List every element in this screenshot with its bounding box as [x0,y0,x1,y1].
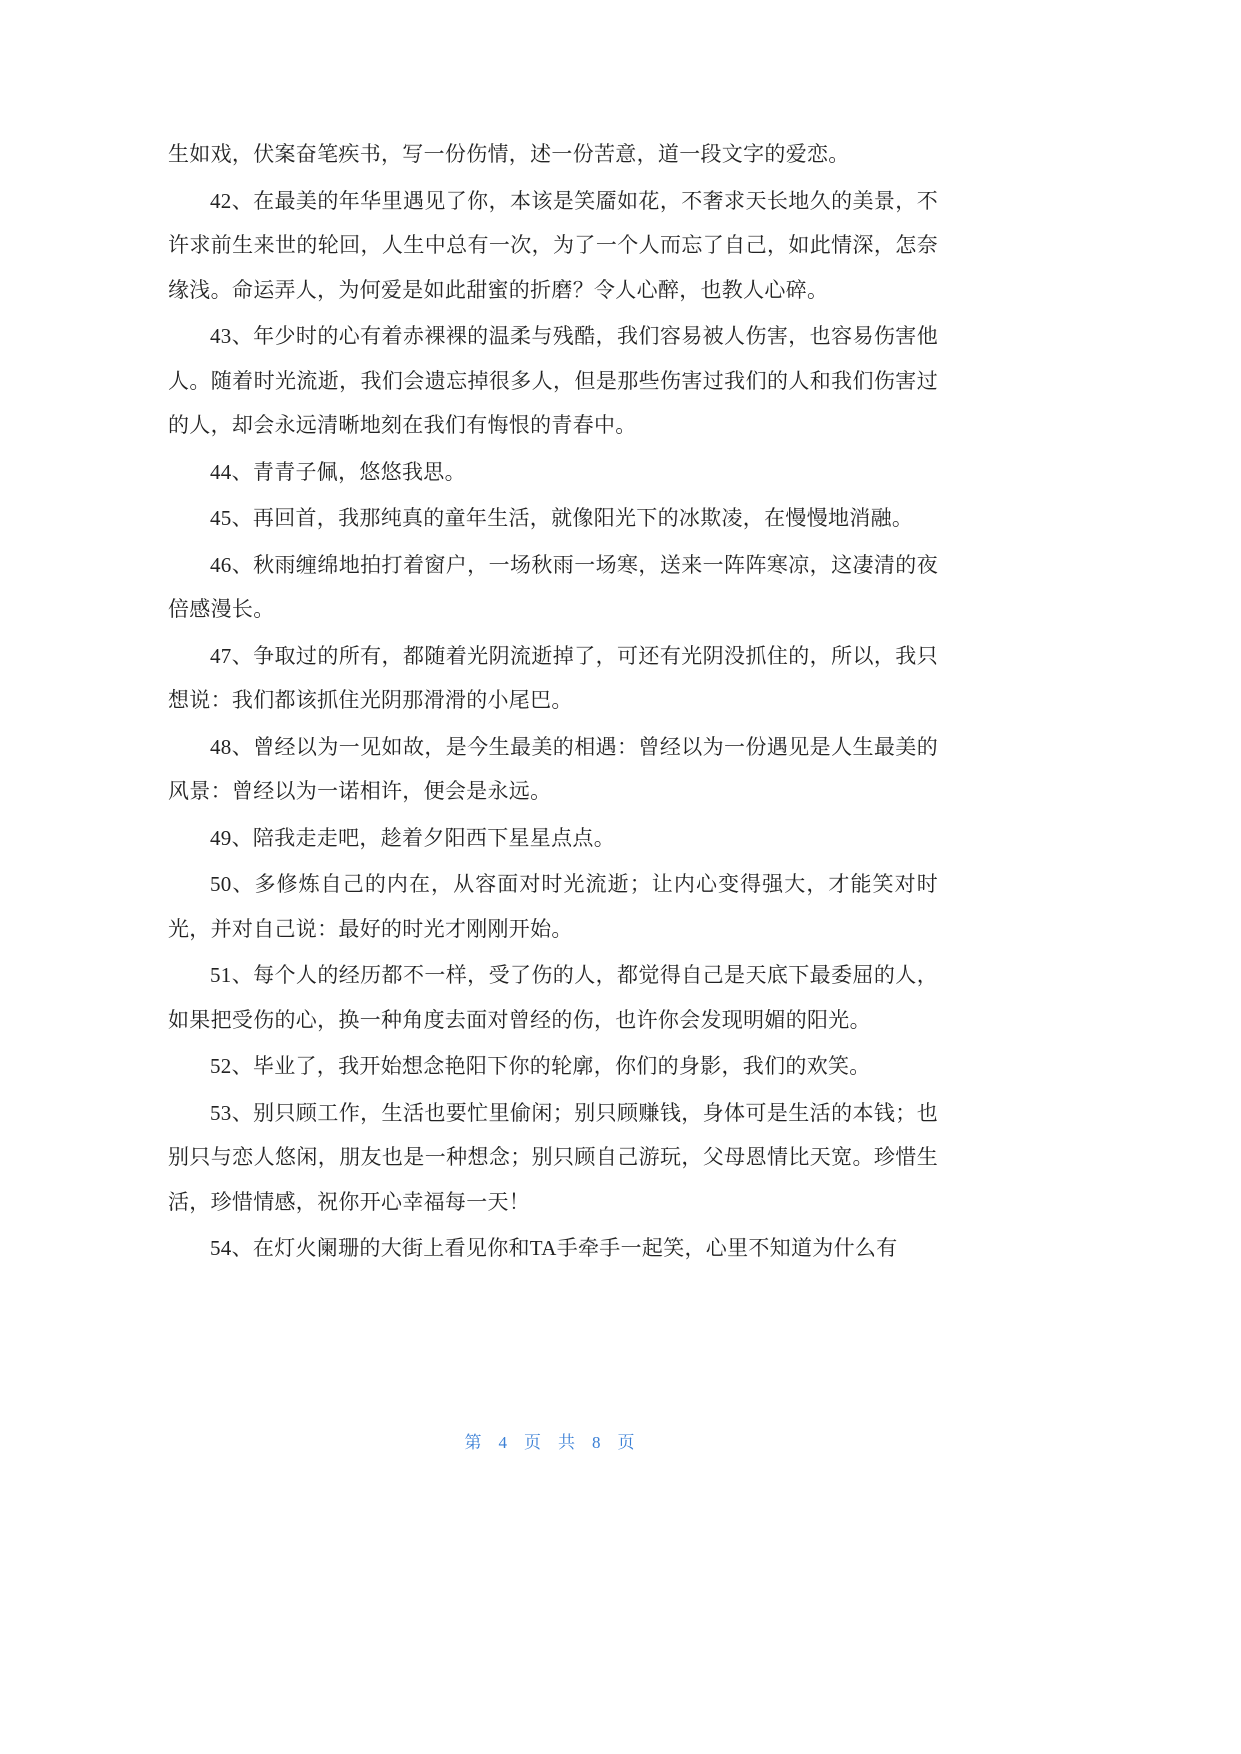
paragraph-46: 46、秋雨缠绵地拍打着窗户，一场秋雨一场寒，送来一阵阵寒凉，这凄清的夜倍感漫长。 [168,552,938,621]
paragraph-continued: 生如戏，伏案奋笔疾书，写一份伤情，述一份苦意，道一段文字的爱恋。 [168,142,850,166]
footer-ye: 页 [524,1433,542,1452]
paragraph-51: 51、每个人的经历都不一样，受了伤的人，都觉得自己是天底下最委屈的人，如果把受伤的心，换一种角度去面对曾经的伤，也许你会发现明媚的阳光。 [168,963,938,1032]
paragraph-48: 48、曾经以为一见如故，是今生最美的相遇：曾经以为一份遇见是人生最美的风景：曾经以为一诺相许，便会是永远。 [168,734,938,803]
paragraph-54: 54、在灯火阑珊的大街上看见你和TA手牵手一起笑，心里不知道为什么有 [210,1236,898,1260]
footer-ye2: 页 [617,1433,636,1452]
paragraph-43: 43、年少时的心有着赤裸裸的温柔与残酷，我们容易被人伤害，也容易伤害他人。随着时光流逝，我们会遗忘掉很多人，但是那些伤害过我们的人和我们伤害过的人，却会永远清晰地刻在我们有悔恨的青春中。 [168,324,938,437]
paragraph-52: 52、毕业了，我开始想念艳阳下你的轮廓，你们的身影，我们的欢笑。 [210,1054,871,1078]
paragraph-42: 42、在最美的年华里遇见了你，本该是笑靥如花，不奢求天长地久的美景，不许求前生来世的轮回，人生中总有一次，为了一个人而忘了自己，如此情深，怎奈缘浅。命运弄人，为何爱是如此甜蜜的折磨？令人心醉，也教人心碎。 [168,188,938,302]
page-footer [0,1428,1100,1453]
footer-gong: 共 [558,1433,576,1452]
paragraph-49: 49、陪我走走吧，趁着夕阳西下星星点点。 [210,825,615,850]
paragraph-44: 44、青青子佩，悠悠我思。 [210,459,466,484]
paragraph-45: 45、再回首，我那纯真的童年生活，就像阳光下的冰欺凌，在慢慢地消融。 [210,506,914,530]
footer-di: 第 [464,1433,483,1452]
paragraph-47: 47、争取过的所有，都随着光阴流逝掉了，可还有光阴没抓住的，所以，我只想说：我们都该抓住光阴那滑滑的小尾巴。 [168,643,938,712]
footer-current-page: 4 [498,1433,508,1452]
paragraph-53: 53、别只顾工作，生活也要忙里偷闲；别只顾赚钱，身体可是生活的本钱；也别只与恋人悠闲，朋友也是一种想念；别只顾自己游玩，父母恩情比天宽。珍惜生活，珍惜情感，祝你开心幸福每一天！ [168,1100,938,1214]
paragraph-50: 50、多修炼自己的内在，从容面对时光流逝；让内心变得强大，才能笑对时光，并对自己说：最好的时光才刚刚开始。 [168,872,938,941]
footer-total-pages: 8 [592,1433,602,1452]
document-body [168,132,938,1273]
